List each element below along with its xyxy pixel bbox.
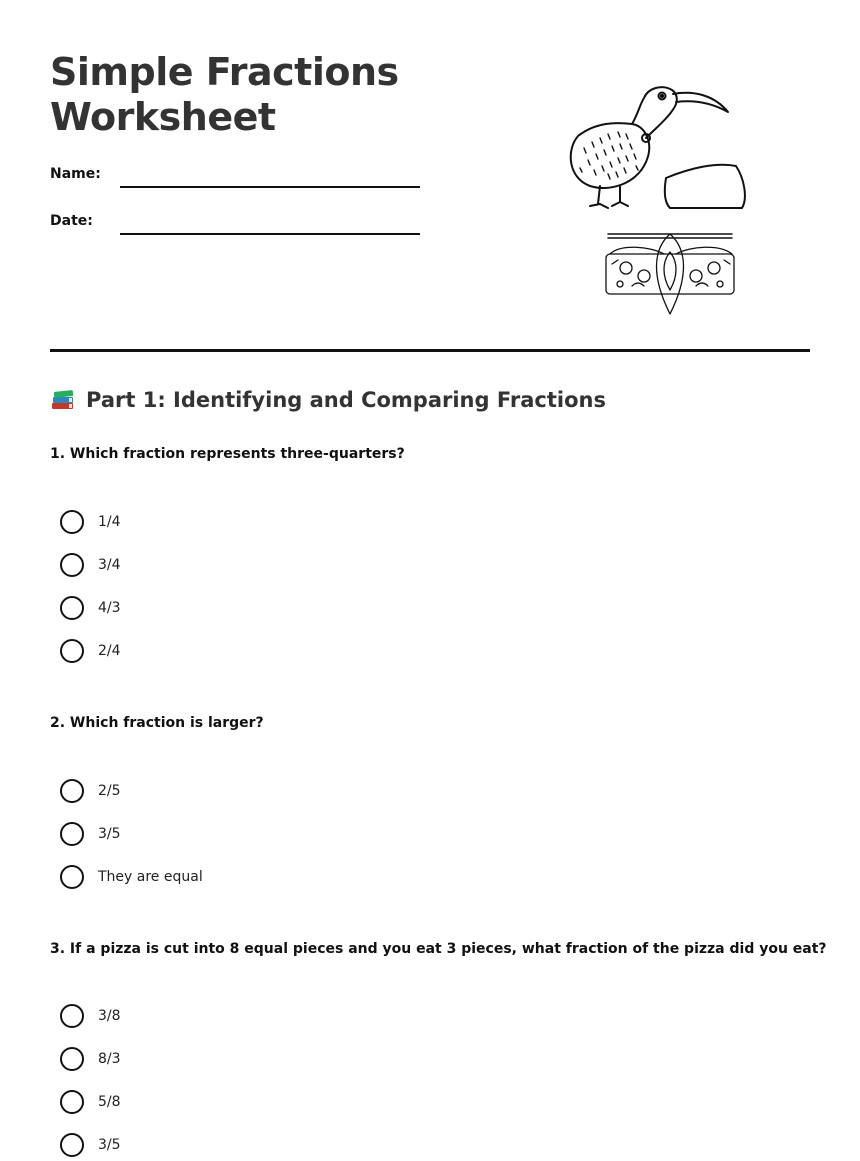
q2-option-1[interactable] [60, 779, 121, 803]
q3-option-1[interactable] [60, 1004, 121, 1028]
option-label: 3/8 [98, 1008, 121, 1024]
radio-button[interactable] [60, 822, 84, 846]
option-label: 3/5 [98, 1137, 121, 1153]
part1-title: Part 1: Identifying and Comparing Fractions [86, 388, 606, 412]
q1-option-3[interactable] [60, 596, 121, 620]
radio-button[interactable] [60, 1090, 84, 1114]
q3-option-3[interactable] [60, 1090, 121, 1114]
date-label: Date: [50, 213, 93, 229]
q2-option-3[interactable] [60, 865, 203, 889]
option-label: 3/4 [98, 557, 121, 573]
kiwi-illustration-icon [560, 78, 750, 323]
radio-button[interactable] [60, 553, 84, 577]
q2-option-2[interactable] [60, 822, 121, 846]
books-icon [50, 388, 76, 412]
radio-button[interactable] [60, 596, 84, 620]
name-label: Name: [50, 166, 101, 182]
option-label: 4/3 [98, 600, 121, 616]
radio-button[interactable] [60, 1004, 84, 1028]
option-label: 2/4 [98, 643, 121, 659]
q1-option-1[interactable] [60, 510, 121, 534]
q3-option-4[interactable] [60, 1133, 121, 1157]
radio-button[interactable] [60, 865, 84, 889]
title-line-2: Worksheet [50, 95, 276, 139]
name-field[interactable] [120, 186, 420, 188]
q1-option-4[interactable] [60, 639, 121, 663]
radio-button[interactable] [60, 510, 84, 534]
question-3: 3. If a pizza is cut into 8 equal pieces and you eat 3 pieces, what fraction of the pizza did you eat? [50, 941, 827, 957]
q1-option-2[interactable] [60, 553, 121, 577]
q3-option-2[interactable] [60, 1047, 121, 1071]
option-label: 3/5 [98, 826, 121, 842]
option-label: They are equal [98, 869, 203, 885]
option-label: 8/3 [98, 1051, 121, 1067]
radio-button[interactable] [60, 779, 84, 803]
title-line-1: Simple Fractions [50, 50, 399, 94]
radio-button[interactable] [60, 639, 84, 663]
radio-button[interactable] [60, 1047, 84, 1071]
radio-button[interactable] [60, 1133, 84, 1157]
question-1: 1. Which fraction represents three-quarters? [50, 446, 405, 462]
date-field[interactable] [120, 233, 420, 235]
option-label: 2/5 [98, 783, 121, 799]
question-2: 2. Which fraction is larger? [50, 715, 264, 731]
worksheet-title [50, 50, 399, 140]
section-divider [50, 349, 810, 352]
option-label: 5/8 [98, 1094, 121, 1110]
option-label: 1/4 [98, 514, 121, 530]
part1-heading [50, 388, 606, 412]
